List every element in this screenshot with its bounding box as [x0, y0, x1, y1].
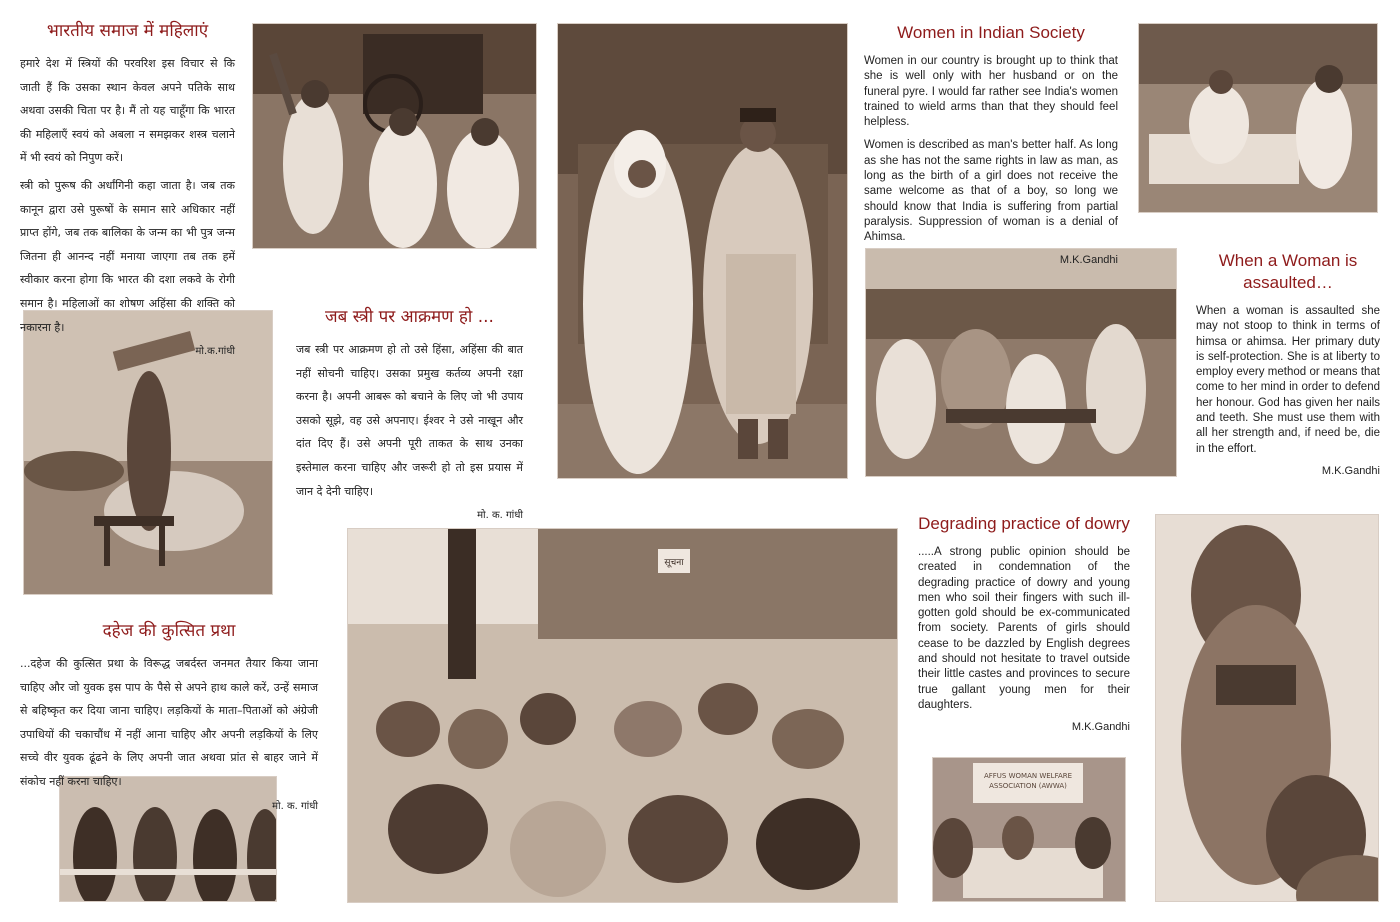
photo-gandhi-kasturba — [557, 23, 848, 479]
hindi-dowry-para: ...दहेज की कुत्सित प्रथा के विरूद्ध जबर्दस्त जनमत तैयार किया जाना चाहिए और जो युवक इस पाप के पैसे से अपने हाथ काले करें, उन्हें समाज से बहिष्कृत कर दिया जाना चाहिए। लड़कियों के माता–पिताओं को अंग्रेजी उपाधियों की चकाचौंध में नहीं आना चाहिए और अपनी लड़कियों के लिए सच्चे वीर युवक ढूंढने के लिए अपनी जात अथवा प्रांत से बाहर जाने में संकोच नहीं करना चाहिए। — [20, 657, 318, 788]
photo-veiled-woman — [1155, 514, 1379, 902]
photo-awwa-women — [932, 757, 1126, 902]
hindi-women-society-para1: हमारे देश में स्त्रियों की परवरिश इस विचार से कि जाती हैं कि उसका स्थान केवल अपने पतिके साथ अथवा उसकी चिता पर है। मैं तो यह चाहूँगा कि भारत की महिलाएँ स्वयं को अबला न समझकर शस्त्र चलाने में भी स्वयं को निपुण करें। — [20, 57, 235, 165]
english-dowry-section — [918, 513, 1130, 733]
photo-women-harvest — [865, 248, 1177, 477]
awwa-banner-line2: ASSOCIATION (AWWA) — [989, 782, 1067, 790]
english-assault-signature: M.K.Gandhi — [1321, 464, 1380, 477]
english-dowry-title: Degrading practice of dowry — [918, 514, 1130, 533]
hindi-assault-signature: मो. क. गांधी — [477, 510, 523, 522]
english-women-society-title: Women in Indian Society — [897, 23, 1085, 42]
notice-board-text: सूचना — [664, 558, 684, 568]
photo-women-gathering — [347, 528, 898, 903]
english-assault-section — [1196, 250, 1380, 477]
hindi-dowry-signature: मो. क. गांधी — [272, 800, 318, 812]
photo-gandhi-seated — [1138, 23, 1378, 213]
awwa-banner-line1: AFFUS WOMAN WELFARE — [983, 772, 1073, 780]
hindi-dowry-section — [20, 620, 318, 812]
hindi-women-society-para2: स्त्री को पुरूष की अर्धांगिनी कहा जाता है। जब तक कानून द्वारा उसे पुरूषों के समान सारे अधिकार नहीं प्राप्त होंगे, जब तक बालिका के जन्म का भी पुत्र जन्म जितना ही आनन्द नहीं मनाया जाएगा तब तक हमें स्वीकार करना होगा कि भारत की दशा लकवे के रोगी समान है। महिलाओं का शोषण अहिंसा की शक्ति को नकारना है। — [20, 178, 235, 334]
english-women-society-para2: Women is described as man's better half. As long as she has not the same rights in law as man, as long as the birth of a girl does not receive the same welcome as that of a boy, so long we should know that India is suffering from partial paralysis. Suppression of woman is a denial of Ahimsa. — [864, 139, 1118, 244]
english-dowry-para: .....A strong public opinion should be created in condemnation of the degrading practice of dowry and young men who soil their fingers with such ill-gotten gold should be ex-communicated from society. Parents of girls should cease to be dazzled by English degrees and should not hesitate to travel outside their little castes and provinces to secure true gallant young men for their daughters. — [918, 546, 1130, 711]
english-women-society-signature: M.K.Gandhi — [1059, 253, 1118, 266]
hindi-dowry-title: दहेज की कुत्सित प्रथा — [102, 621, 236, 641]
english-assault-para: When a woman is assaulted she may not stoop to think in terms of himsa or ahimsa. Her primary duty is self-protection. She is at liberty to employ every method or means that come to her mind in order to defend her honour. God has given her nails and teeth. She must use them with all her strength and, if need be, die in the effort. — [1196, 305, 1380, 455]
hindi-women-society-section — [20, 20, 235, 357]
english-assault-title: When a Woman is assaulted… — [1218, 251, 1358, 292]
hindi-assault-section — [296, 306, 523, 521]
hindi-women-society-signature: मो.क.गांधी — [195, 346, 235, 358]
english-dowry-signature: M.K.Gandhi — [1071, 721, 1130, 734]
hindi-assault-para: जब स्त्री पर आक्रमण हो तो उसे हिंसा, अहिंसा की बात नहीं सोचनी चाहिए। उसका प्रमुख कर्तव्य अपनी रक्षा करना है। अपनी आबरू को बचाने के लिए जो भी उपाय उसको सूझे, वह उसे अपनाए। ईश्वर ने उसे नाखून और दांत दिए हैं। उसे अपनी पूरी ताकत के साथ उनका इस्तेमाल करना चाहिए और जरूरी हो तो इस प्रयास में जान दे देनी चाहिए। — [296, 343, 523, 498]
english-women-society-para1: Women in our country is brought up to think that she is well only with her husband or on the funeral pyre. I would far rather see India's women trained to wield arms than that they should feel helpless. — [864, 55, 1118, 129]
hindi-assault-title: जब स्त्री पर आक्रमण हो ... — [325, 307, 494, 327]
english-women-society-section — [864, 22, 1118, 266]
hindi-women-society-title: भारतीय समाज में महिलाएं — [46, 21, 209, 41]
photo-women-protest — [252, 23, 537, 249]
